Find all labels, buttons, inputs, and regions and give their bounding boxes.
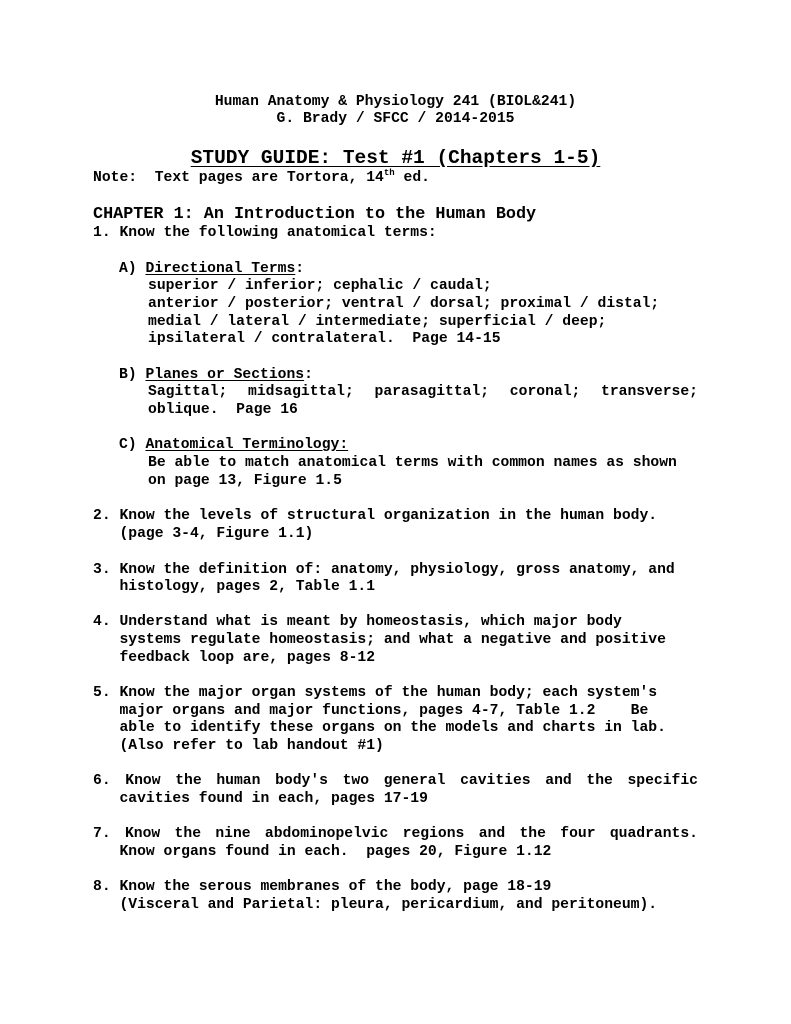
list-item-5-cont: able to identify these organs on the models and charts in lab.: [93, 720, 666, 736]
list-item-6: 6. Know the human body's two general cavities and the specific: [93, 773, 698, 789]
list-item-4-cont: systems regulate homeostasis; and what a negative and positive: [93, 632, 666, 648]
subitem-b-label: Planes or Sections: [145, 367, 305, 383]
subitem-a-line: superior / inferior; cephalic / caudal;: [148, 278, 492, 294]
note-superscript: th: [383, 168, 395, 178]
course-title: Human Anatomy & Physiology 241 (BIOL&241): [214, 94, 577, 110]
subitem-b-colon: :: [304, 367, 313, 383]
list-item-1: 1. Know the following anatomical terms:: [93, 225, 437, 241]
list-item-5-cont: major organs and major functions, pages 4-7, Table 1.2 Be: [93, 703, 649, 719]
list-item-2: 2. Know the levels of structural organization in the human body.: [93, 508, 658, 524]
subitem-b-heading: [119, 367, 313, 385]
list-item-3-cont: histology, pages 2, Table 1.1: [93, 579, 376, 595]
subitem-c-heading: [119, 437, 348, 455]
list-item-8-cont: (Visceral and Parietal: pleura, pericardium, and peritoneum).: [93, 897, 658, 913]
subitem-a-line: medial / lateral / intermediate; superficial / deep;: [148, 314, 607, 330]
page-title: STUDY GUIDE: Test #1 (Chapters 1-5): [190, 147, 601, 169]
note-prefix: Note: Text pages are Tortora, 14: [93, 170, 384, 186]
subitem-b-marker: B): [119, 367, 146, 383]
list-item-7: 7. Know the nine abdominopelvic regions and the four quadrants.: [93, 826, 698, 842]
subitem-a-heading: [119, 261, 304, 279]
subitem-a-line: ipsilateral / contralateral. Page 14-15: [148, 331, 501, 347]
subitem-c-line: on page 13, Figure 1.5: [148, 473, 342, 489]
subitem-c-line: Be able to match anatomical terms with common names as shown: [148, 455, 677, 471]
list-item-4-cont: feedback loop are, pages 8-12: [93, 650, 376, 666]
subitem-a-label: Directional Terms: [145, 261, 296, 277]
subitem-b-line: oblique. Page 16: [148, 402, 298, 418]
list-item-4: 4. Understand what is meant by homeostasis, which major body: [93, 614, 622, 630]
subitem-b-line: Sagittal; midsagittal; parasagittal; coronal; transverse;: [148, 384, 698, 400]
list-item-6-cont: cavities found in each, pages 17-19: [93, 791, 428, 807]
list-item-8: 8. Know the serous membranes of the body, page 18-19: [93, 879, 552, 895]
list-item-5: 5. Know the major organ systems of the human body; each system's: [93, 685, 658, 701]
note-line: [93, 170, 430, 188]
list-item-7-cont: Know organs found in each. pages 20, Figure 1.12: [93, 844, 552, 860]
list-item-5-cont: (Also refer to lab handout #1): [93, 738, 384, 754]
subitem-a-colon: :: [295, 261, 305, 277]
subitem-a-marker: A): [119, 261, 146, 277]
instructor-line: G. Brady / SFCC / 2014-2015: [276, 111, 515, 127]
subitem-c-marker: C): [119, 437, 146, 453]
subitem-c-label: Anatomical Terminology:: [145, 437, 349, 453]
list-item-3: 3. Know the definition of: anatomy, physiology, gross anatomy, and: [93, 562, 675, 578]
list-item-2-cont: (page 3-4, Figure 1.1): [93, 526, 314, 542]
subitem-a-line: anterior / posterior; ventral / dorsal; proximal / distal;: [148, 296, 660, 312]
note-suffix: ed.: [394, 170, 430, 186]
chapter-heading: CHAPTER 1: An Introduction to the Human Body: [93, 205, 537, 224]
